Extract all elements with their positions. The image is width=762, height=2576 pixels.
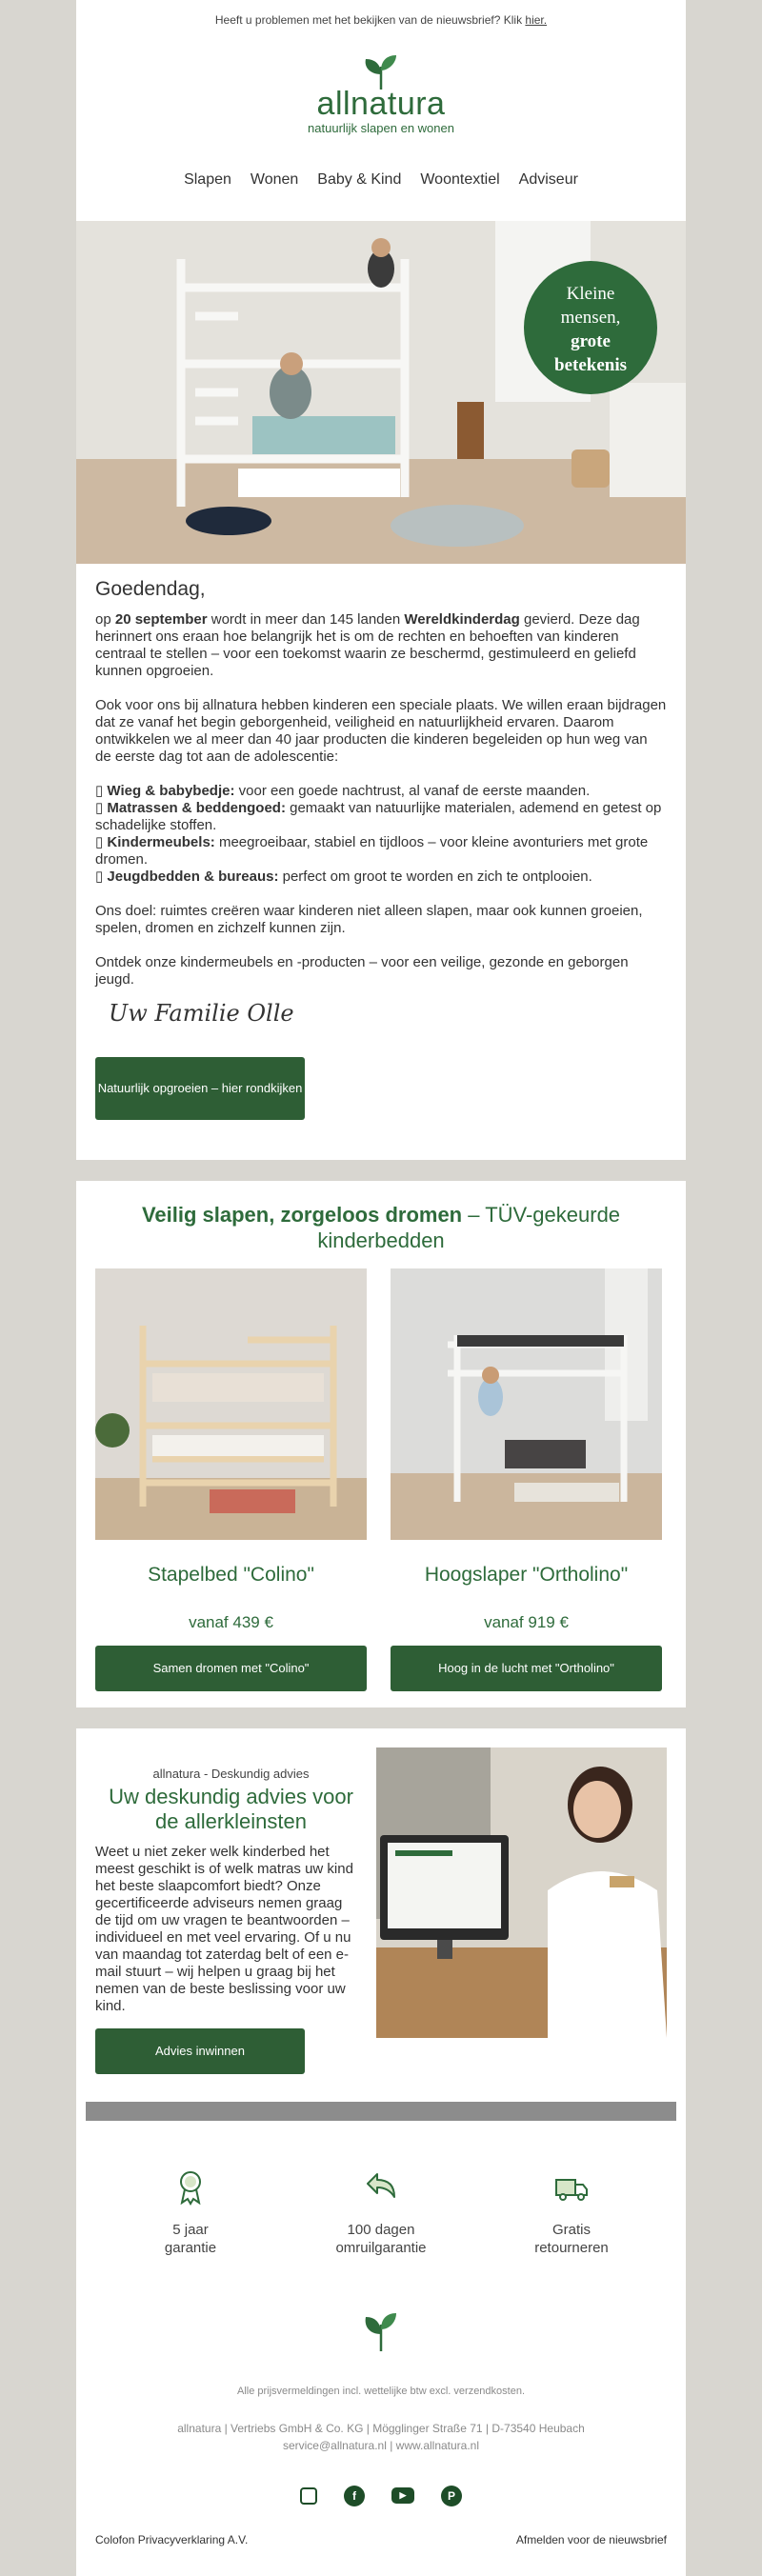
product-image-ortholino[interactable] — [391, 1268, 662, 1540]
benefit-warranty — [105, 2168, 276, 2257]
benefits-row — [95, 2168, 667, 2257]
greeting: Goedendag, — [95, 578, 206, 600]
view-online-link[interactable]: hier. — [525, 13, 548, 27]
brand-tagline: natuurlijk slapen en wonen — [308, 121, 454, 135]
badge-line-2: mensen, — [560, 308, 621, 328]
list-item: ▯ Jeugdbedden & bureaus: perfect om groot te worden en zich te ontplooien. — [95, 869, 592, 885]
product-name-colino: Stapelbed "Colino" — [148, 1564, 314, 1586]
brand-name: allnatura — [316, 86, 446, 122]
benefit-exchange-line2: omruilgarantie — [335, 2240, 427, 2256]
newsletter-main-card — [76, 0, 686, 1160]
paragraph-3: Ons doel: ruimtes creëren waar kinderen niet alleen slapen, maar ook kunnen groeien, spelen, dromen en zichzelf kunnen zijn. — [95, 903, 643, 936]
list-item: ▯ Matrassen & beddengoed: gemaakt van natuurlijke materialen, ademend en getest op schadelijke stoffen. — [95, 800, 662, 833]
paragraph-2: Ook voor ons bij allnatura hebben kinderen een speciale plaats. We willen eraan bijdragen dat ze vanaf het begin geborgenheid, veiligheid en natuurlijkheid ervaren. Daarom ontwikkelen we al meer dan 40 jaar producten die kinderen begeleiden op hun weg van de eerste dag tot aan de adolescentie: — [95, 697, 667, 765]
hero-image[interactable] — [76, 221, 686, 564]
signature: Uw Familie Olle — [109, 1000, 294, 1027]
nav-item-baby-kind[interactable]: Baby & Kind — [317, 171, 402, 188]
product-list — [95, 783, 667, 886]
nav-item-slapen[interactable]: Slapen — [184, 171, 231, 188]
nav-item-adviseur[interactable]: Adviseur — [518, 171, 578, 188]
legal-links[interactable]: Colofon Privacyverklaring A.V. — [95, 2533, 249, 2546]
instagram-icon[interactable] — [300, 2487, 317, 2505]
social-links — [76, 2486, 686, 2506]
get-advice-button[interactable]: Advies inwinnen — [95, 2028, 305, 2074]
benefit-warranty-line2: garantie — [164, 2240, 217, 2256]
grow-up-naturally-button[interactable]: Natuurlijk opgroeien – hier rondkijken — [95, 1057, 305, 1120]
product-price-ortholino: vanaf 919 € — [484, 1613, 569, 1631]
divider-bar — [86, 2102, 676, 2121]
view-problem-text: Heeft u problemen met het bekijken van de nieuwsbrief? Klik — [214, 13, 526, 27]
products-section-title: Veilig slapen, zorgeloos dromen – TÜV-gekeurde kinderbedden — [141, 1203, 621, 1252]
advice-body: Weet u niet zeker welk kinderbed het meest geschikt is of welk matras uw kind het beste slaapcomfort biedt? Onze gecertificeerde adviseurs nemen graag de tijd om uw vragen te beantwoorden – individueel en met veel ervaring. Of u nu van maandag tot zaterdag belt of een e-mail stuurt – wij helpen u graag bij het nemen van de beste beslissing voor uw kind. — [95, 1844, 353, 2014]
company-address: allnatura | Vertriebs GmbH & Co. KG | Mögglinger Straße 71 | D-73540 Heubach — [177, 2422, 585, 2435]
products-card — [76, 1181, 686, 1707]
paragraph-4: Ontdek onze kindermeubels en -producten – voor een veilige, gezonde en geborgen jeugd. — [95, 954, 629, 988]
paragraph-1: op 20 september wordt in meer dan 145 landen Wereldkinderdag gevierd. Deze dag herinnert ons eraan hoe belangrijk het is om de rechten en behoeften van kinderen centraal te stellen – voor een toekomst waarin ze beschermd, gestimuleerd en geliefd kunnen opgroeien. — [95, 611, 640, 679]
advice-text-column — [95, 1767, 367, 2074]
nav-item-wonen[interactable]: Wonen — [250, 171, 299, 188]
return-arrow-icon — [362, 2168, 400, 2207]
nav-item-woontextiel[interactable]: Woontextiel — [420, 171, 500, 188]
youtube-icon[interactable]: ▶ — [391, 2487, 414, 2504]
view-problem-bar — [76, 0, 686, 40]
product-price-colino: vanaf 439 € — [189, 1613, 273, 1631]
badge-line-1: Kleine — [566, 284, 615, 304]
product-card-colino — [95, 1268, 367, 1691]
brand-logo[interactable] — [76, 40, 686, 158]
benefit-warranty-line1: 5 jaar — [172, 2222, 209, 2238]
badge-line-4: betekenis — [554, 355, 627, 375]
prices-note: Alle prijsvermeldingen incl. wettelijke btw excl. verzendkosten. — [236, 2386, 526, 2397]
pinterest-icon[interactable]: P — [441, 2486, 462, 2506]
product-card-ortholino — [391, 1268, 662, 1691]
advice-title: Uw deskundig advies voor de allerkleinsten — [109, 1785, 353, 1833]
advisor-photo[interactable] — [376, 1747, 667, 2038]
benefit-returns — [486, 2168, 657, 2257]
facebook-icon[interactable]: f — [344, 2486, 365, 2506]
badge-line-3: grote — [571, 331, 611, 351]
product-image-colino[interactable] — [95, 1268, 367, 1540]
award-ribbon-icon — [174, 2168, 207, 2207]
footer-leaf-icon — [360, 2309, 402, 2353]
contact-links[interactable]: service@allnatura.nl | www.allnatura.nl — [282, 2439, 480, 2452]
benefit-exchange — [295, 2168, 467, 2257]
advice-kicker: allnatura - Deskundig advies — [152, 1767, 310, 1781]
benefit-returns-line1: Gratis — [551, 2222, 591, 2238]
list-item: ▯ Kindermeubels: meegroeibaar, stabiel en tijdloos – voor kleine avonturiers met grote dromen. — [95, 834, 649, 868]
product-name-ortholino: Hoogslaper "Ortholino" — [424, 1564, 629, 1586]
benefit-exchange-line1: 100 dagen — [347, 2222, 415, 2238]
colino-button[interactable]: Samen dromen met "Colino" — [95, 1646, 367, 1691]
hero-badge — [524, 261, 657, 394]
advice-and-footer-card — [76, 1728, 686, 2576]
ortholino-button[interactable]: Hoog in de lucht met "Ortholino" — [391, 1646, 662, 1691]
delivery-truck-icon — [552, 2168, 591, 2207]
main-navigation — [76, 161, 686, 199]
list-item: ▯ Wieg & babybedje: voor een goede nachtrust, al vanaf de eerste maanden. — [95, 783, 591, 799]
benefit-returns-line2: retourneren — [534, 2240, 609, 2256]
unsubscribe-link[interactable]: Afmelden voor de nieuwsbrief — [515, 2533, 667, 2546]
letter-body — [76, 564, 686, 1120]
